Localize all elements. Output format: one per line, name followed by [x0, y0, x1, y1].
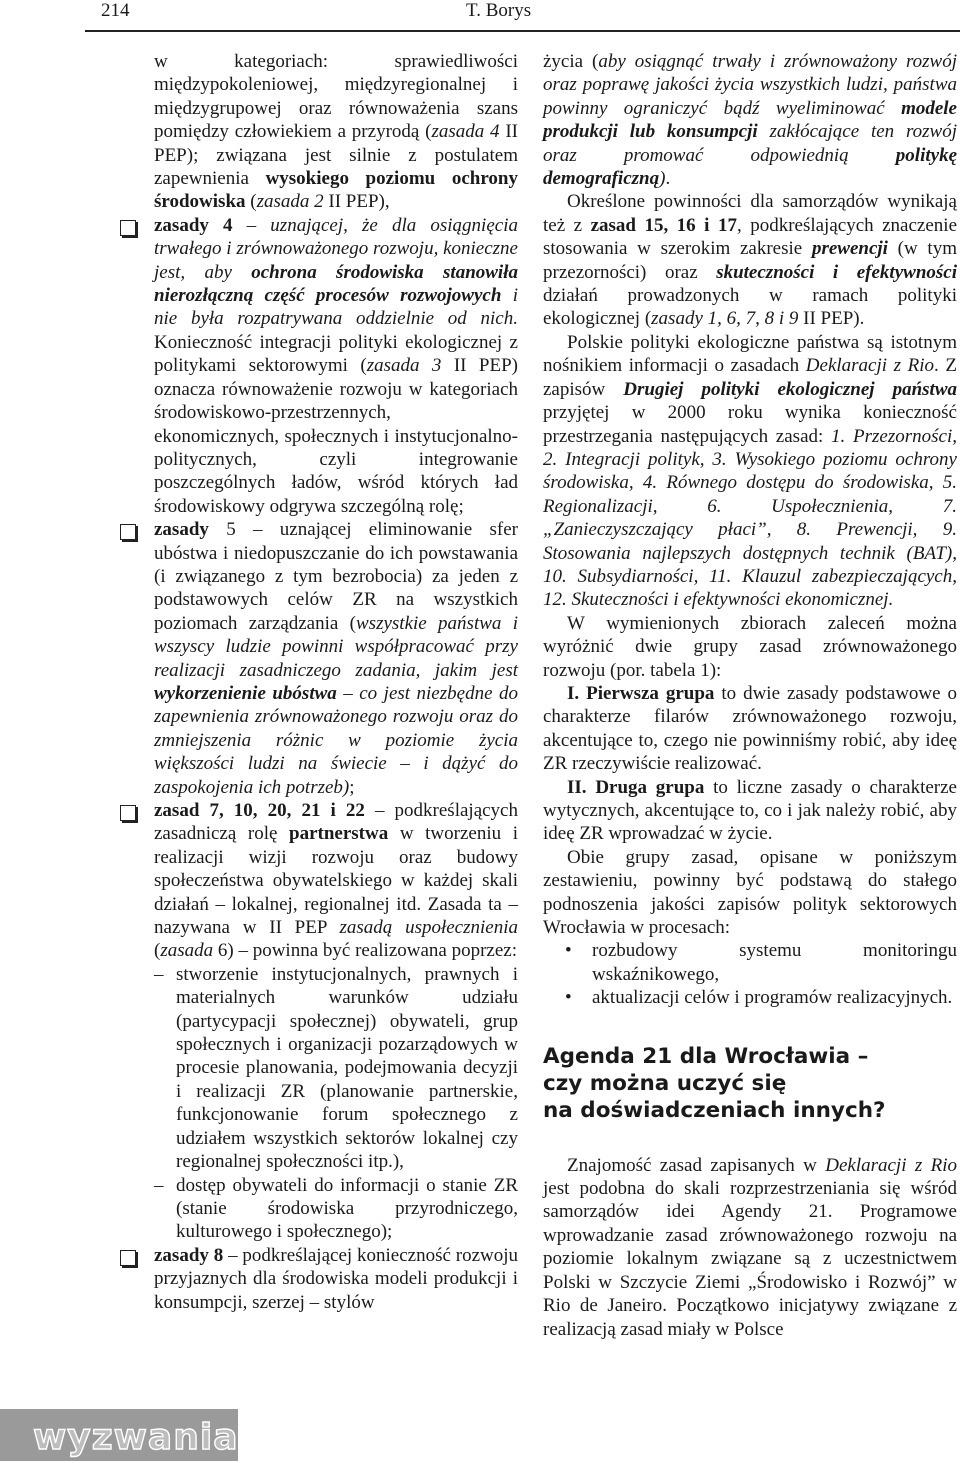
text-run: Znajomość zasad zapisanych w	[567, 1154, 826, 1176]
right-paragraph-5: Obie grupy zasad, opisane w poniższym zestawieniu, powinny być podstawą do stałego podnoszenia jakości zapisów polityk sektorowych Wrocławia w procesach:	[543, 846, 957, 939]
text-run: w tworzeniu i realizacji wizji rozwoju oraz budowy społeczeństwa obywatelskiego w każdej skali działań – lokalnej, regionalnej itd. Zasada ta – nazywana w II PEP	[154, 823, 518, 939]
text-run: wszystkie państwa i wszyscy ludzie powinni współpracować przy realizacji zasadniczego zadania, jakim jest	[154, 612, 519, 681]
text-run: )	[659, 168, 666, 190]
principle-item-7	[154, 799, 518, 1244]
principle-item-8-text	[154, 1244, 518, 1314]
text-run: w kategoriach: sprawiedliwości międzypokoleniowej, międzyregionalnej i międzygrupowej oraz równoważenia szans pomiędzy człowiekiem a przyrodą (	[154, 51, 518, 143]
text-run: zasada 4	[431, 121, 500, 143]
text-run: aby osiągnąć trwały i zrównoważony rozwój oraz poprawę jakości życia wszystkich ludzi, państwa powinny ograniczyć bądź wyeliminować	[543, 51, 957, 119]
text-run: Deklaracji z Rio	[805, 355, 935, 377]
text-run: II PEP) oznacza równoważenie rozwoju w kategoriach środowiskowo-przestrzennych, ekonomicznych, społecznych i instytucjonalno-politycznych, czyli integrowanie poszczególnych ładów, wśród których ład środowiskowy odgrywa szczególną rolę;	[154, 355, 518, 517]
section-heading-line: Agenda 21 dla Wrocławia –	[543, 1043, 869, 1069]
section-heading-line: na doświadczeniach innych?	[543, 1097, 886, 1123]
text-run: zasada 3	[366, 355, 442, 377]
right-paragraph-4: W wymienionych zbiorach zaleceń można wyróżnić dwie grupy zasad zrównoważonego rozwoju (por. tabela 1):	[543, 612, 957, 681]
bullet-list-item	[543, 939, 957, 986]
running-head-author: T. Borys	[466, 0, 532, 21]
text-run: skuteczności i efektywności	[716, 261, 957, 283]
page-header	[0, 0, 960, 30]
right-paragraph-2	[543, 190, 957, 330]
text-run: II PEP).	[798, 308, 865, 330]
journal-logo: wyzwania	[33, 1417, 239, 1458]
checkbox-square-icon	[120, 1250, 136, 1266]
text-run: 1. Przezorności, 2. Integracji polityk, 3. Wysokiego poziomu ochrony środowiska, 4. Równego dostępu do środowiska, 5. Regionalizacji, 6. Uspołecznienia, 7. „Zanieczyszczający płaci”, 8. Prewencji, 9. Stosowania najlepszych dostępnych technik (BAT), 10. Subsydiarności, 11. Klauzul zabezpieczających, 12. Skuteczności i efektywności ekonomicznej.	[543, 425, 957, 611]
text-run: jest podobna do skali rozprzestrzeniania się wśród samorządów idei Agendy 21. Programowe wprowadzanie zasad zrównoważonego rozwoju na poziomie lokalnym związane są z uczestnictwem Polski w Szczycie Ziemi „Środowisko i Rozwój” w Rio de Janeiro. Początkowo inicjatywy związane z realizacją zasad miały w Polsce	[543, 1178, 957, 1340]
principle-item-4	[154, 214, 518, 518]
text-run: zasady 4	[154, 214, 233, 236]
dash-icon: –	[154, 963, 164, 985]
text-run: przyjętej w 2000 roku wynika konieczność przestrzegania następujących zasad:	[543, 402, 957, 447]
text-run: zasady 1, 6, 7, 8 i 9	[651, 308, 799, 330]
section-heading	[543, 1043, 957, 1124]
left-paragraph-1	[154, 50, 518, 214]
text-run: II PEP),	[323, 191, 390, 213]
text-run: zasada	[160, 940, 214, 962]
right-paragraph-1	[543, 50, 957, 190]
text-run: .	[665, 168, 671, 190]
text-run: I.	[567, 682, 580, 704]
text-run: (	[245, 191, 257, 213]
principle-item-5	[154, 518, 518, 799]
text-run: II.	[567, 776, 587, 798]
text-run: modele produkcji lub konsumpcji	[543, 97, 957, 143]
text-run: Polskie polityki ekologiczne państwa są istotnym nośnikiem informacji o zasadach	[543, 331, 957, 377]
text-run: 5 – uznającej eliminowanie sfer ubóstwa i niedopuszczanie do ich powstawania (i związanego z tym bezrobocia) za jeden z podstawowych celów ZR na wszystkich poziomach zarządzania (	[154, 519, 518, 634]
dash-list-item	[154, 1174, 518, 1244]
section-heading-line: czy można uczyć się	[543, 1070, 787, 1096]
text-run: . Z zapisów	[543, 355, 958, 400]
text-run: Pierwsza grupa	[586, 682, 715, 704]
dash-icon: –	[154, 1174, 164, 1196]
principle-item-8	[154, 1244, 518, 1314]
text-run: Konieczność integracji polityki ekologicznej z politykami sektorowymi (	[154, 331, 518, 377]
text-run: – co jest niezbędne do zapewnienia zrównoważonego rozwoju oraz do zmniejszenia różnic w poziomie życia większości ludzi na świecie – i dążyć do zaspokojenia ich potrzeb)	[154, 682, 518, 798]
principle-item-7-text	[154, 799, 518, 963]
text-run: działań prowadzonych w ramach polityki ekologicznej (	[543, 285, 957, 330]
page-number: 214	[101, 0, 130, 21]
bullet-list-item-text: aktualizacji celów i programów realizacyjnych.	[592, 987, 953, 1009]
text-run: Drugiej polityki ekologicznej państwa	[623, 378, 957, 400]
bullet-icon: •	[565, 940, 572, 962]
text-run: – uznającej, że dla osiągnięcia trwałego i zrównoważonego rozwoju, konieczne jest, aby	[154, 214, 518, 283]
text-run: partnerstwa	[289, 823, 389, 845]
bullet-icon: •	[565, 987, 572, 1009]
principle-item-5-text	[154, 518, 518, 799]
text-run: i nie była rozpatrywana oddzielnie od nich.	[154, 285, 519, 330]
dash-list-item-text: stworzenie instytucjonalnych, prawnych i materialnych warunków udziału (partycypacji społecznej) obywateli, grup społecznych i organizacji pozarządowych w procesie planowania, podejmowania decyzji i realizacji ZR (planowanie partnerskie, funkcjonowanie forum społecznego z udziałem wszystkich sektorów lokalnej czy regionalnej społeczności itp.),	[176, 963, 518, 1173]
text-run: , podkreślających znaczenie stosowania w szerokim zakresie	[543, 214, 958, 260]
text-run: życia (	[543, 51, 599, 72]
text-run: (	[154, 940, 161, 962]
group-2-item	[543, 776, 957, 846]
header-rule	[85, 30, 960, 32]
checkbox-square-icon	[120, 524, 136, 540]
right-paragraph-3	[543, 331, 957, 612]
text-run: ;	[349, 776, 355, 798]
left-column	[154, 50, 518, 1314]
text-run: politykę demograficzną	[543, 144, 957, 190]
text-run: zasady	[154, 519, 209, 541]
dash-list-item	[154, 963, 518, 1174]
text-run: – podkreślających zasadniczą rolę	[154, 800, 518, 845]
text-run: zasad 15, 16 i 17	[590, 214, 737, 236]
text-run: zasadą uspołecznienia	[339, 917, 518, 939]
text-run: to liczne zasady o charakterze wytycznych, akcentujące to, co i jak należy robić, aby ideę ZR wprowadzać w życie.	[543, 776, 957, 845]
text-run: 6) – powinna być realizowana poprzez:	[213, 940, 517, 962]
bullet-list-item	[543, 986, 957, 1009]
text-run: zasad 7, 10, 20, 21 i 22	[154, 800, 365, 821]
text-run: Druga grupa	[595, 776, 705, 798]
text-run: Deklaracji z Rio	[825, 1154, 958, 1176]
group-1-item	[543, 682, 957, 776]
text-run: – podkreślającej konieczność rozwoju przyjaznych dla środowiska modeli produkcji i konsumpcji, szerzej – stylów	[154, 1244, 519, 1313]
bullet-list-item-text: rozbudowy systemu monitoringu wskaźnikowego,	[592, 940, 957, 985]
text-run: zasady 8	[154, 1244, 224, 1266]
text-run	[587, 777, 596, 798]
checkbox-square-icon	[120, 805, 136, 821]
text-run: Określone powinności dla samorządów wynikają też z	[543, 191, 957, 236]
text-run: to dwie zasady podstawowe o charakterze filarów zrównoważonego rozwoju, akcentujące to, czego nie powinniśmy robić, aby ideę ZR rzeczywiście realizować.	[543, 682, 958, 775]
right-paragraph-6	[543, 1154, 957, 1341]
text-run: wykorzenienie ubóstwa	[154, 682, 337, 704]
text-run: wysokiego poziomu ochrony środowiska	[154, 168, 518, 213]
text-run: ochrona środowiska stanowiła nierozłączną część procesów rozwojowych	[154, 261, 518, 307]
right-column	[543, 50, 957, 1341]
principle-item-4-text	[154, 214, 518, 518]
text-run: II PEP); związana jest silnie z postulatem zapewnienia	[154, 121, 518, 190]
text-run: prewencji	[811, 238, 888, 260]
text-run: (w tym przezorności) oraz	[543, 238, 957, 283]
dash-list-item-text: dostęp obywateli do informacji o stanie ZR (stanie środowiska przyrodniczego, kulturowego i społecznego);	[176, 1174, 518, 1243]
text-run: zasada 2	[256, 191, 324, 213]
checkbox-square-icon	[120, 220, 136, 236]
text-run: zakłócające ten rozwój oraz promować odpowiednią	[543, 121, 957, 166]
